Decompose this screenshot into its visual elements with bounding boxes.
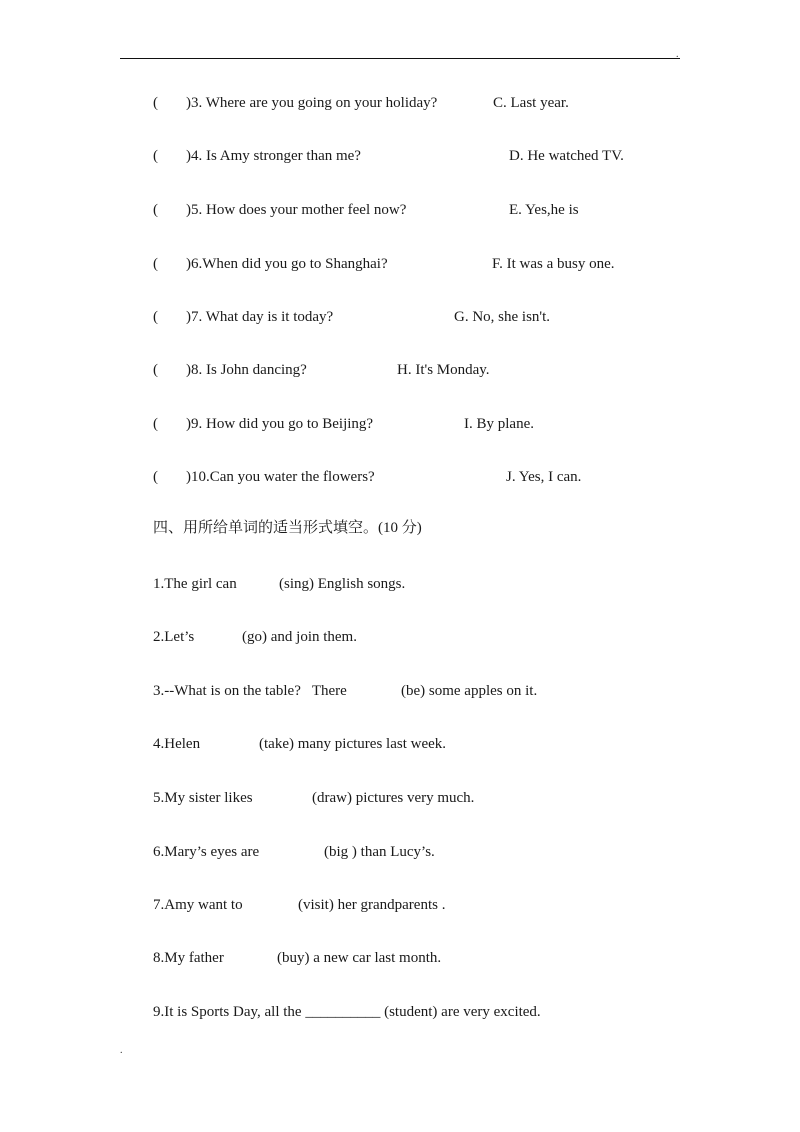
answer-option: I. By plane. [464,416,534,432]
fill-item-hint: (be) some apples on it. [401,683,538,699]
answer-blank[interactable]: ( [153,469,158,485]
fill-item [153,896,446,950]
fill-item-text: 6.Mary’s eyes are [153,844,260,860]
question-text: )3. Where are you going on your holiday? [186,95,438,111]
fill-item-text: 5.My sister likes [153,790,253,806]
question-text: )7. What day is it today? [186,309,334,325]
question-text: )4. Is Amy stronger than me? [186,148,361,164]
fill-item-hint: (take) many pictures last week. [259,736,447,752]
answer-option: F. It was a busy one. [492,256,615,272]
fill-item-hint: (go) and join them. [242,629,357,645]
answer-blank[interactable]: ( [153,416,158,432]
question-text: )8. Is John dancing? [186,362,307,378]
section-heading: 四、用所给单词的适当形式填空。(10 分) [153,520,422,536]
fill-item-hint: (big ) than Lucy’s. [324,844,435,860]
fill-item-text: 9.It is Sports Day, all the __________ (student) are very excited. [153,1004,541,1020]
fill-item-text: 3.--What is on the table? There [153,683,347,699]
answer-option: C. Last year. [493,95,569,111]
question-text: )5. How does your mother feel now? [186,202,407,218]
answer-blank[interactable]: ( [153,309,158,325]
fill-item [153,1003,541,1039]
answer-option: E. Yes,he is [509,202,579,218]
fill-item [153,949,442,1003]
footer-dot: . [120,1045,123,1056]
fill-item [153,843,435,897]
answer-blank[interactable]: ( [153,362,158,378]
answer-option: G. No, she isn't. [454,309,551,325]
answer-option: D. He watched TV. [509,148,624,164]
header-rule [120,58,680,59]
answer-blank[interactable]: ( [153,256,158,272]
fill-item-text: 7.Amy want to [153,897,243,913]
fill-item-text: 1.The girl can [153,576,237,592]
answer-blank[interactable]: ( [153,202,158,218]
fill-item-text: 8.My father [153,950,224,966]
fill-item [153,735,447,789]
fill-item-hint: (draw) pictures very much. [312,790,475,806]
answer-blank[interactable]: ( [153,148,158,164]
answer-blank[interactable]: ( [153,95,158,111]
fill-item-text: 2.Let’s [153,629,195,645]
fill-item [153,789,475,843]
fill-item [153,682,538,736]
answer-option: J. Yes, I can. [506,469,582,485]
fill-item [153,575,406,629]
answer-option: H. It's Monday. [397,362,490,378]
question-text: )10.Can you water the flowers? [186,469,375,485]
fill-item-hint: (buy) a new car last month. [277,950,442,966]
fill-item-hint: (sing) English songs. [279,576,406,592]
fill-item-text: 4.Helen [153,736,201,752]
fill-item-hint: (visit) her grandparents . [298,897,446,913]
header-dot: . [676,49,679,60]
question-text: )6.When did you go to Shanghai? [186,256,388,272]
question-text: )9. How did you go to Beijing? [186,416,374,432]
fill-item [153,628,357,682]
